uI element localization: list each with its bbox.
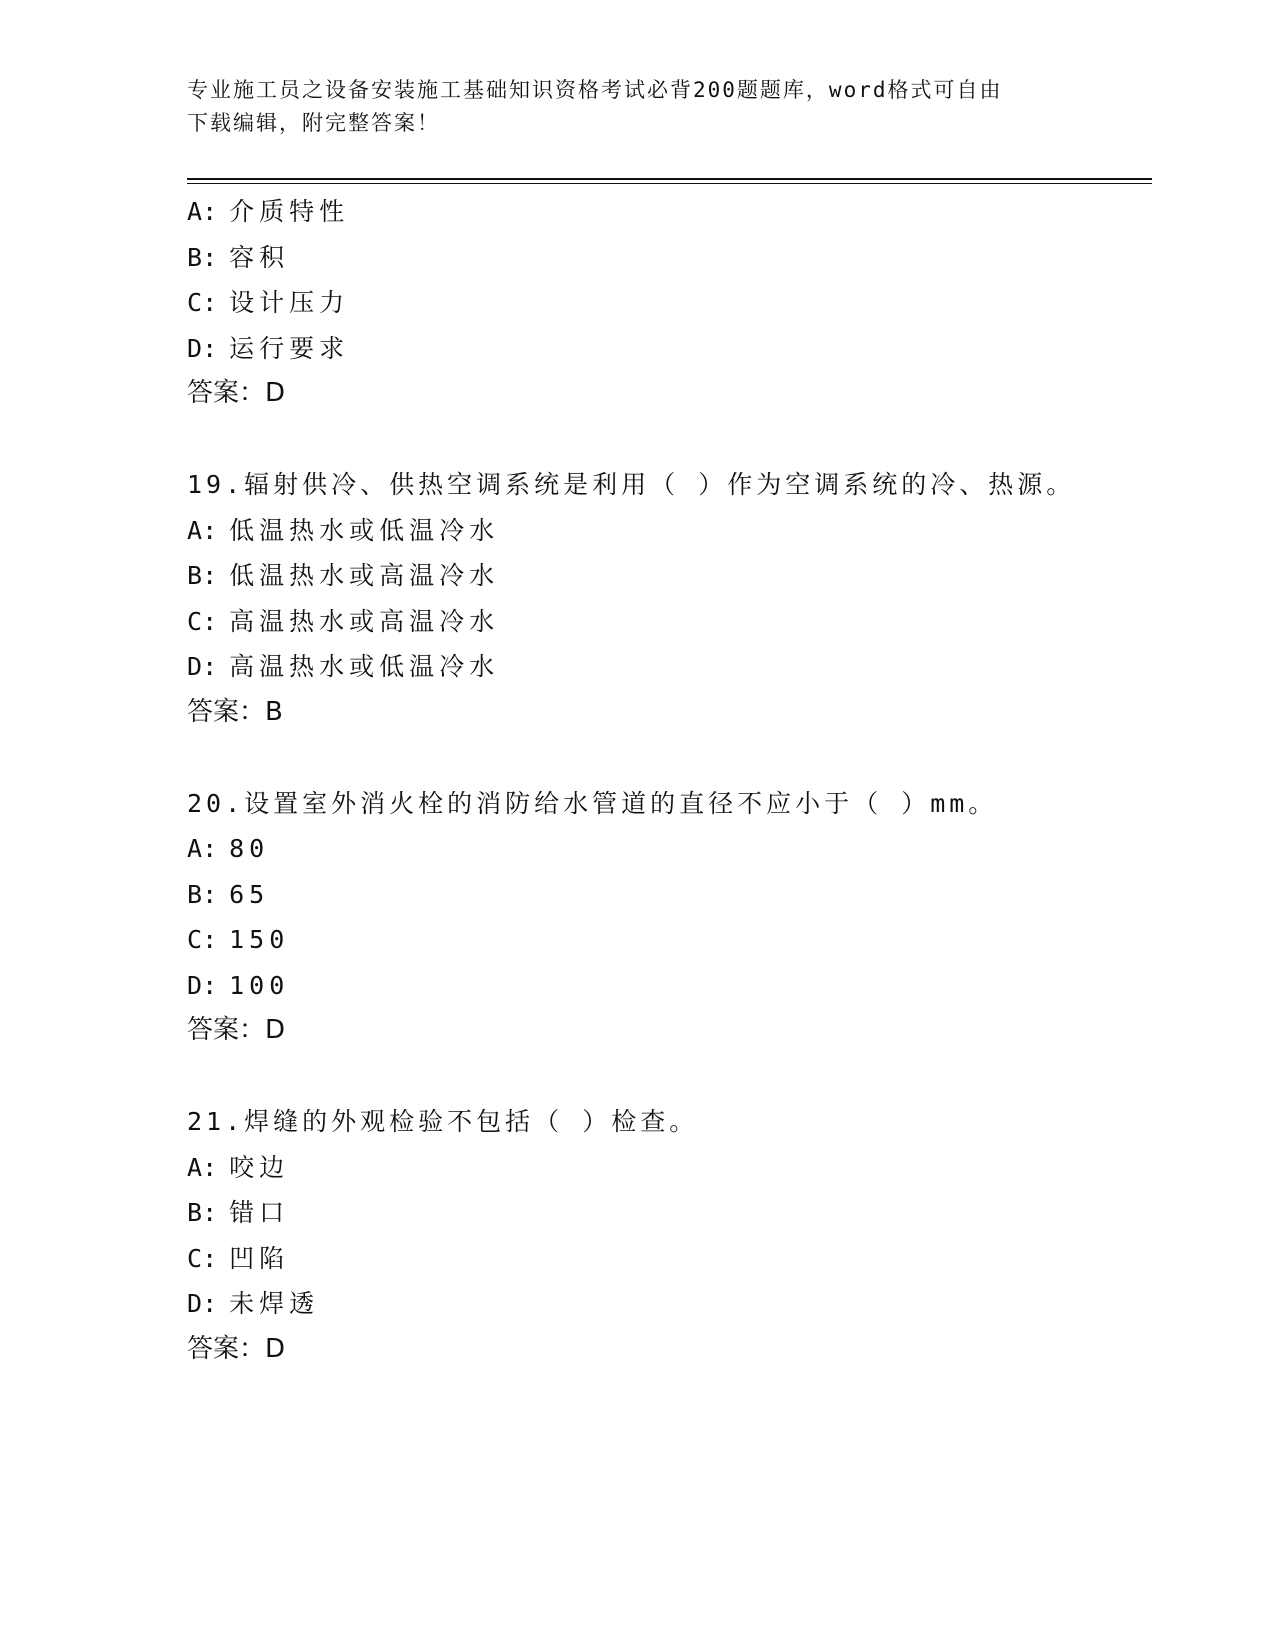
option-text: 设计压力 xyxy=(229,288,350,317)
answer-value: D xyxy=(265,1015,286,1045)
answer-value: D xyxy=(265,378,286,408)
option-text: 65 xyxy=(229,879,270,909)
option-key: C xyxy=(187,288,203,317)
option-text: 80 xyxy=(229,834,270,863)
option-text: 100 xyxy=(229,970,290,1000)
option-a: A: 低温热水或低温冷水 xyxy=(187,515,500,545)
answer-label: 答案： xyxy=(187,1015,266,1045)
option-key: A xyxy=(187,1152,203,1182)
option-key: C xyxy=(187,606,203,636)
option-key: B xyxy=(187,242,203,272)
question-text: 21.焊缝的外观检验不包括（ ）检查。 xyxy=(187,1107,699,1136)
option-a: A: 介质特性 xyxy=(187,197,350,226)
option-text: 介质特性 xyxy=(229,197,350,226)
option-key: B xyxy=(187,879,203,909)
answer-label: 答案： xyxy=(187,1333,266,1364)
header-divider-thin xyxy=(187,183,1152,184)
option-key: A xyxy=(187,515,203,545)
answer-label: 答案： xyxy=(187,378,266,408)
option-key: A xyxy=(187,197,203,226)
question-text: 20.设置室外消火栓的消防给水管道的直径不应小于（ ）mm。 xyxy=(187,788,998,818)
option-text: 低温热水或低温冷水 xyxy=(229,515,500,545)
option-d: D: 未焊透 xyxy=(187,1289,320,1318)
answer-value: D xyxy=(265,1333,286,1364)
answer-label: 答案： xyxy=(187,696,266,727)
option-key: D xyxy=(187,1289,203,1318)
option-key: D xyxy=(187,652,203,681)
option-text: 错口 xyxy=(229,1198,290,1227)
question-block xyxy=(187,781,1152,1054)
option-text: 高温热水或低温冷水 xyxy=(229,652,500,681)
option-key: B xyxy=(187,561,203,590)
option-key: C xyxy=(187,1243,203,1273)
option-c: C: 设计压力 xyxy=(187,288,350,317)
option-c: C: 凹陷 xyxy=(187,1243,290,1273)
option-key: B xyxy=(187,1198,203,1227)
question-block xyxy=(187,462,1152,735)
option-key: D xyxy=(187,970,203,1000)
option-a: A: 80 xyxy=(187,834,270,863)
document-header xyxy=(187,74,1087,140)
header-line-2: 下载编辑，附完整答案！ xyxy=(187,111,440,135)
question-block xyxy=(187,189,1152,417)
option-text: 150 xyxy=(229,925,290,954)
question-block xyxy=(187,1099,1152,1372)
option-text: 咬边 xyxy=(229,1152,290,1182)
option-text: 运行要求 xyxy=(229,333,350,363)
option-key: A xyxy=(187,834,203,863)
header-divider-thick xyxy=(187,178,1152,180)
option-b: B: 低温热水或高温冷水 xyxy=(187,561,500,590)
question-text: 19.辐射供冷、供热空调系统是利用（ ）作为空调系统的冷、热源。 xyxy=(187,470,1076,499)
option-text: 低温热水或高温冷水 xyxy=(229,561,500,590)
option-a: A: 咬边 xyxy=(187,1152,290,1182)
option-d: D: 100 xyxy=(187,970,290,1000)
option-text: 高温热水或高温冷水 xyxy=(229,606,500,636)
answer-line xyxy=(187,690,1152,736)
answer-line xyxy=(187,371,1152,417)
option-b: B: 错口 xyxy=(187,1198,290,1227)
option-key: C xyxy=(187,925,203,954)
option-d: D: 运行要求 xyxy=(187,333,350,363)
option-key: D xyxy=(187,333,203,363)
option-text: 未焊透 xyxy=(229,1289,320,1318)
option-text: 容积 xyxy=(229,242,290,272)
answer-line xyxy=(187,1327,1152,1373)
answer-value: B xyxy=(265,696,283,727)
header-line-1: 专业施工员之设备安装施工基础知识资格考试必背200题题库，word格式可自由 xyxy=(187,78,1003,102)
answer-line xyxy=(187,1008,1152,1054)
option-b: B: 容积 xyxy=(187,242,290,272)
option-b: B: 65 xyxy=(187,879,270,909)
option-text: 凹陷 xyxy=(229,1243,290,1273)
question-list xyxy=(187,189,1152,1372)
option-c: C: 150 xyxy=(187,925,290,954)
option-d: D: 高温热水或低温冷水 xyxy=(187,652,500,681)
option-c: C: 高温热水或高温冷水 xyxy=(187,606,500,636)
